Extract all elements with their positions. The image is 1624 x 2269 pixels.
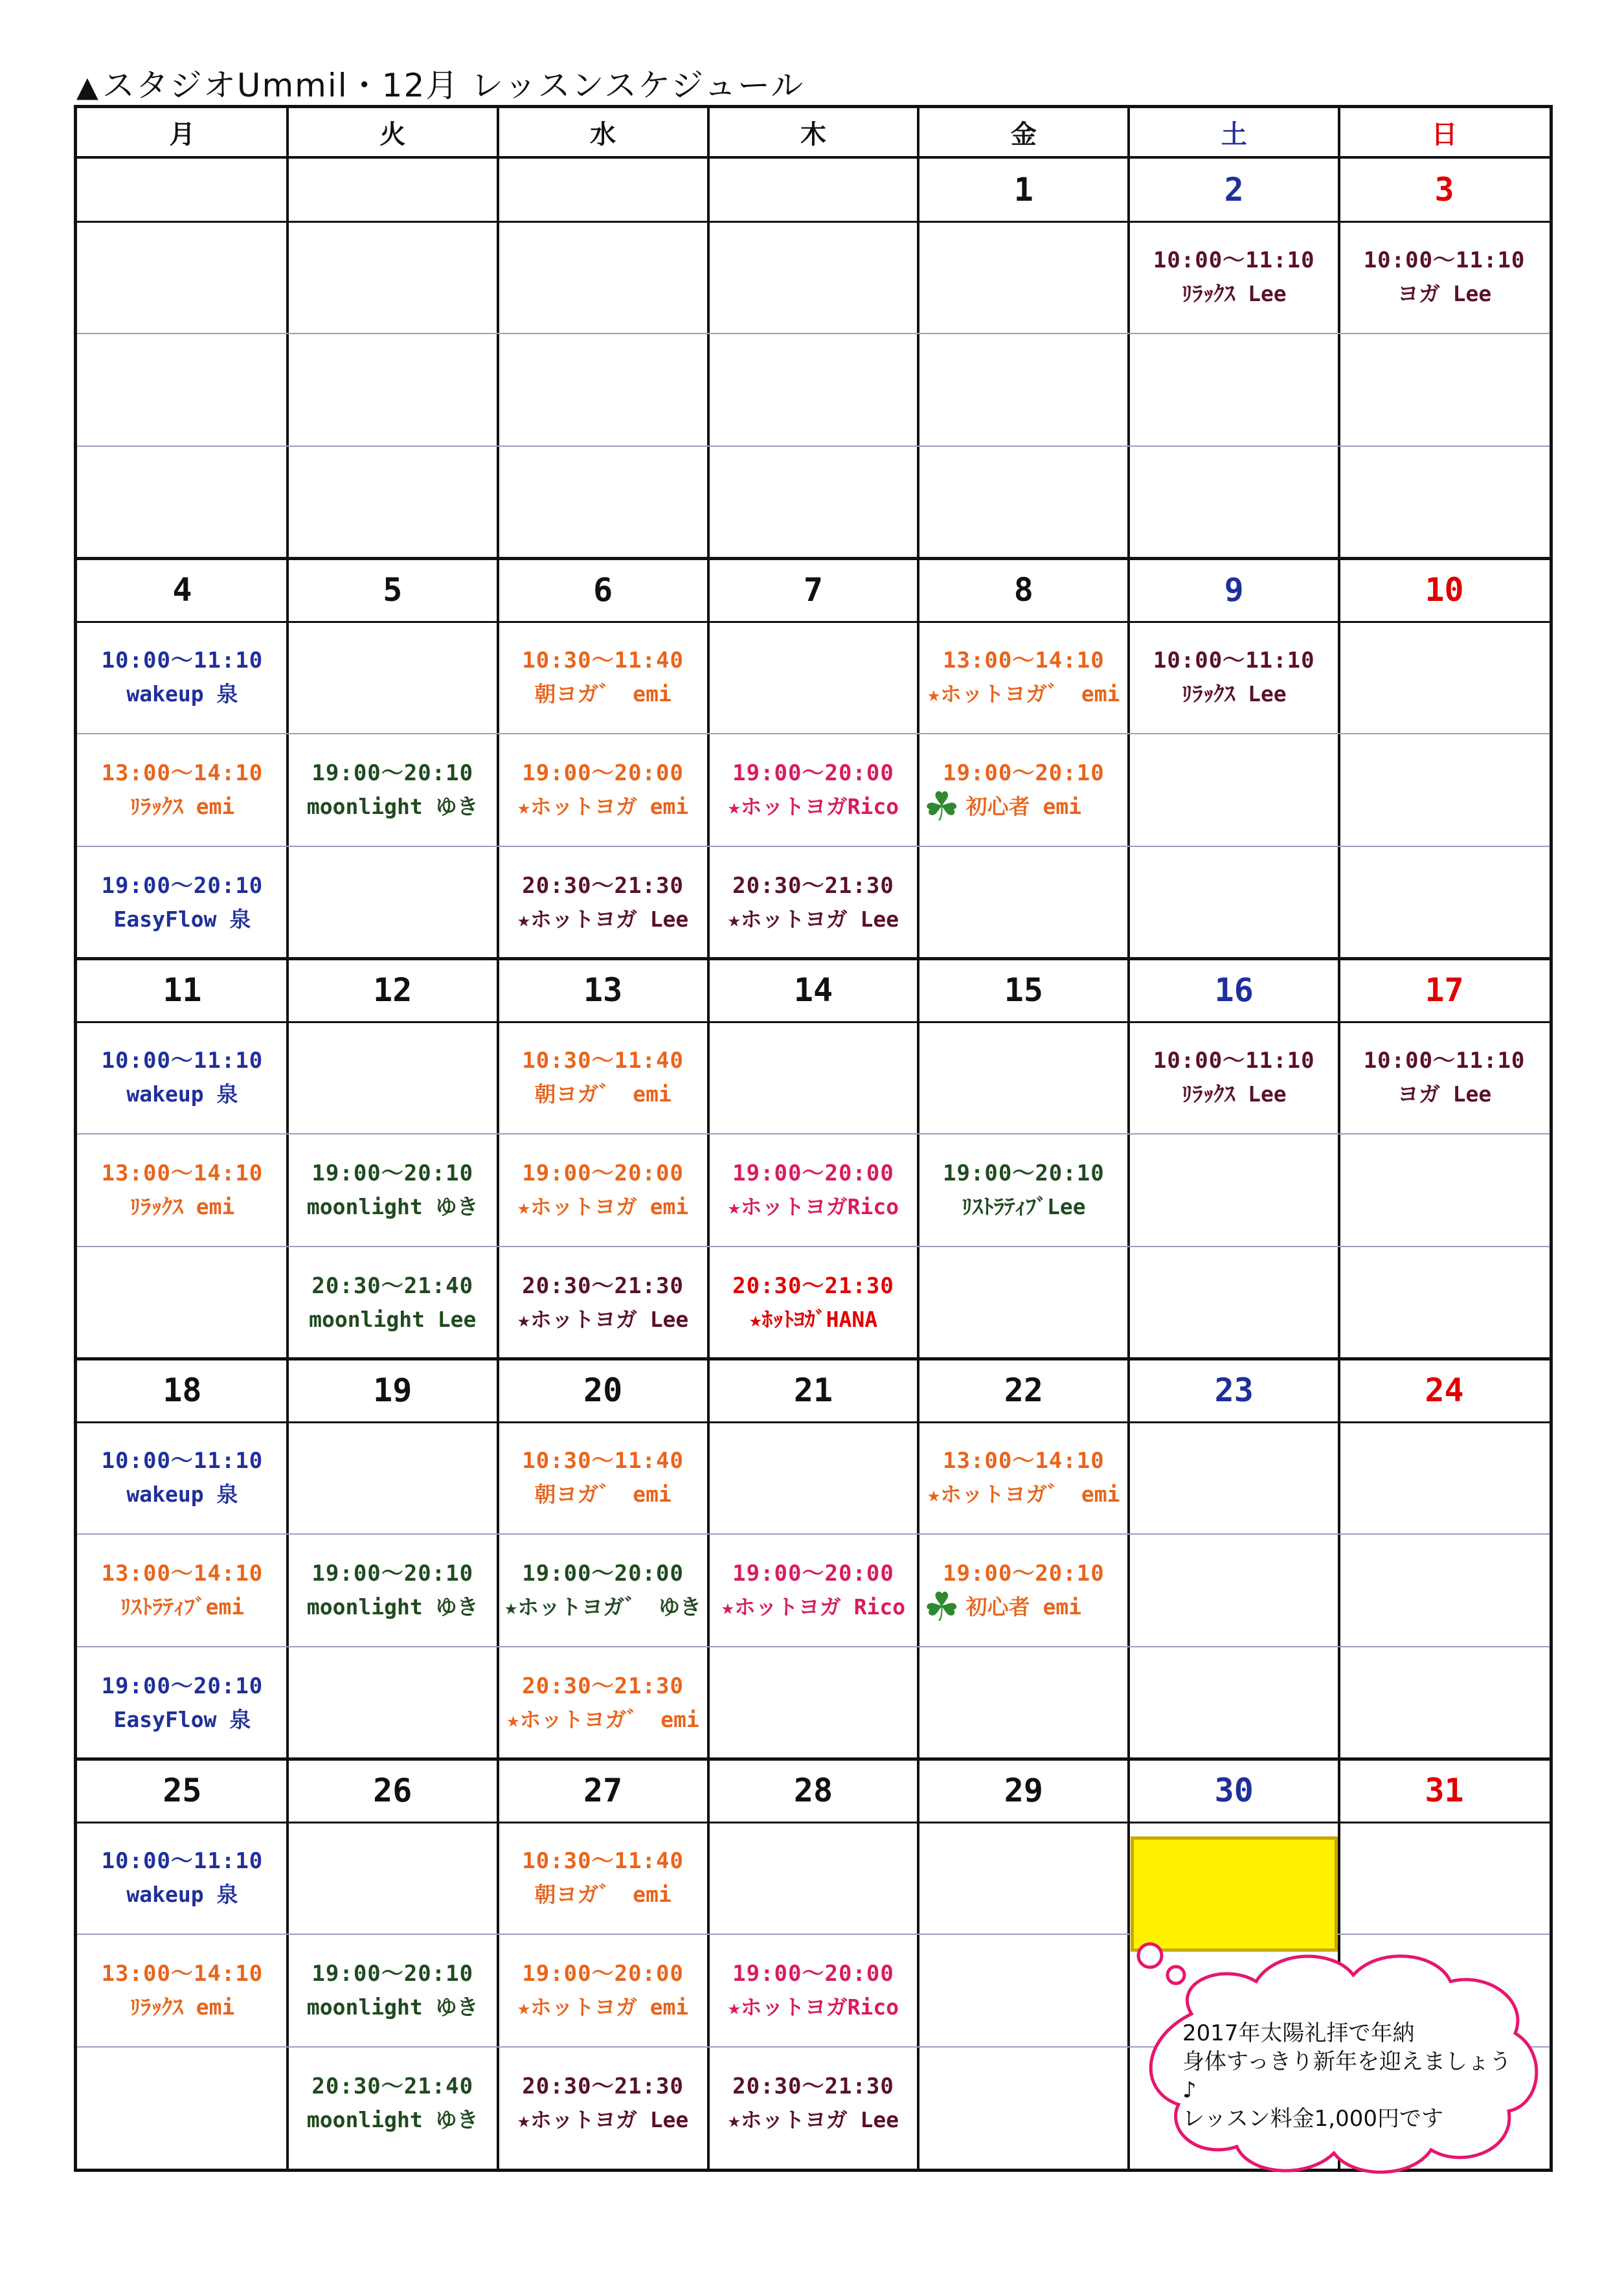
day-number: 10 [1425,571,1464,609]
lesson-name: 初心者 emi [965,1594,1082,1620]
lesson-time: 10:30〜11:40 [522,1448,684,1474]
lesson-entry [918,1421,1129,1534]
day-number [77,159,288,221]
lesson-name: moonlight ゆき [306,1194,479,1219]
lesson-name: ﾘｽﾄﾗﾃｨﾌﾞemi [120,1594,245,1620]
lesson-entry [918,1134,1129,1247]
lesson-entry [1339,1021,1550,1134]
lesson-time: 19:00〜20:10 [101,1673,264,1699]
weekday-header: 水 [498,108,708,159]
lesson-time: 20:30〜21:30 [522,873,684,899]
day-number: 30 [1214,1772,1254,1809]
lesson-name: ★ホットヨガ emi [517,1194,689,1219]
day-number: 12 [373,971,412,1009]
note-line: 身体すっきり新年を迎えましょう [1182,2049,1511,2075]
lesson-time: 20:30〜21:30 [732,1273,894,1299]
lesson-name: 初心者 emi [965,794,1082,819]
day-number: 4 [172,571,192,609]
week-row [77,559,1550,959]
note-line: レッスン料金1,000円です [1182,2106,1443,2132]
lesson-time: 19:00〜20:00 [522,760,684,786]
lesson-entry [77,846,288,959]
lesson-entry [77,1421,288,1534]
day-number: 15 [1004,971,1043,1009]
lesson-name: ★ﾎｯﾄﾖｶﾞHANA [749,1307,878,1332]
lesson-time: 19:00〜20:00 [732,1561,894,1586]
lesson-entry [498,734,708,846]
lesson-name: 朝ヨガ゛ emi [534,681,671,706]
day-number: 31 [1425,1772,1464,1809]
lesson-entry [708,1247,919,1359]
lesson-entry [708,2047,919,2160]
lesson-name: ﾘﾗｯｸｽ emi [130,794,235,819]
lesson-name: ★ホットヨガ Lee [517,907,689,932]
day-number: 5 [383,571,403,609]
lesson-time: 19:00〜20:00 [522,1561,684,1586]
lesson-entry [288,2047,498,2160]
lesson-entry [498,2047,708,2160]
lesson-entry [77,1021,288,1134]
lesson-name: wakeup 泉 [126,681,238,706]
day-number: 6 [593,571,613,609]
triangle-icon: ▲ [76,71,100,104]
lesson-time: 20:30〜21:40 [311,2073,474,2099]
day-number: 20 [583,1372,623,1409]
lesson-name: 朝ヨガ゛ emi [534,1482,671,1507]
lesson-entry [498,1822,708,1934]
lesson-time: 13:00〜14:10 [101,1561,264,1586]
lesson-entry [708,846,919,959]
lesson-time: 13:00〜14:10 [101,1160,264,1186]
lesson-time: 10:00〜11:10 [101,1448,264,1474]
lesson-time: 13:00〜14:10 [942,648,1105,673]
lesson-entry [918,621,1129,734]
lesson-name: ﾘﾗｯｸｽ Lee [1181,1081,1287,1107]
lesson-name: ★ホットヨガ Lee [727,907,899,932]
lesson-time: 20:30〜21:40 [311,1273,474,1299]
lesson-entry [498,621,708,734]
lesson-time: 10:00〜11:10 [1363,1048,1526,1074]
lesson-entry [77,1534,288,1647]
day-number: 26 [373,1772,412,1809]
clover-icon: ☘ [923,1583,960,1631]
cloud-bubble-tiny [1167,1967,1184,1983]
lesson-name: ﾘﾗｯｸｽ emi [130,1194,235,1219]
lesson-name: ﾘﾗｯｸｽ Lee [1181,281,1287,306]
lesson-time: 10:30〜11:40 [522,1048,684,1074]
lesson-time: 10:30〜11:40 [522,648,684,673]
clover-icon: ☘ [923,783,960,830]
lesson-time: 13:00〜14:10 [942,1448,1105,1474]
day-number: 3 [1434,171,1454,209]
lesson-time: 19:00〜20:10 [311,1160,474,1186]
lesson-entry [498,1647,708,1759]
lesson-time: 19:00〜20:00 [732,1160,894,1186]
day-number: 1 [1013,171,1033,209]
lesson-name: EasyFlow 泉 [113,907,251,932]
lesson-entry [498,1934,708,2047]
lesson-entry [288,1134,498,1247]
lesson-name: ﾘﾗｯｸｽ Lee [1181,681,1287,706]
lesson-name: ★ホットヨガ゛ ゆき [504,1594,701,1620]
lesson-time: 19:00〜20:10 [101,873,264,899]
lesson-entry [288,1247,498,1359]
day-number: 14 [793,971,833,1009]
lesson-time: 20:30〜21:30 [522,1273,684,1299]
week-row [77,959,1550,1359]
day-number: 8 [1013,571,1033,609]
note-line: 2017年太陽礼拝で年納 [1182,2020,1415,2046]
lesson-name: 朝ヨガ゛ emi [534,1081,671,1107]
lesson-entry [498,1021,708,1134]
lesson-time: 10:00〜11:10 [1153,247,1315,273]
lesson-name: ﾘﾗｯｸｽ emi [130,1994,235,2020]
lesson-name: ﾘｽﾄﾗﾃｨﾌﾞLee [962,1194,1086,1219]
lesson-entry [77,1934,288,2047]
day-number [708,159,919,221]
lesson-entry [77,734,288,846]
day-number: 9 [1224,571,1244,609]
lesson-time: 19:00〜20:00 [732,1961,894,1987]
lesson-time: 10:00〜11:10 [101,1048,264,1074]
day-number: 27 [583,1772,623,1809]
day-number: 17 [1425,971,1464,1009]
lesson-time: 19:00〜20:00 [732,760,894,786]
lesson-name: moonlight ゆき [306,1994,479,2020]
day-number: 28 [793,1772,833,1809]
lesson-entry [708,734,919,846]
lesson-time: 10:00〜11:10 [1153,1048,1315,1074]
lesson-time: 19:00〜20:10 [942,760,1105,786]
lesson-entry [498,1247,708,1359]
day-number: 29 [1004,1772,1043,1809]
lesson-entry [708,1534,919,1647]
lesson-name: moonlight ゆき [306,794,479,819]
lesson-time: 19:00〜20:10 [942,1160,1105,1186]
lesson-name: moonlight ゆき [306,1594,479,1620]
lesson-name: ★ホットヨガ Rico [721,1594,906,1620]
day-number: 18 [163,1372,202,1409]
lesson-entry [288,1534,498,1647]
day-number: 13 [583,971,623,1009]
lesson-name: wakeup 泉 [126,1081,238,1107]
lesson-name: 朝ヨガ゛ emi [534,1882,671,1907]
lesson-name: ★ホットヨガ゛ emi [927,1482,1120,1507]
lesson-time: 20:30〜21:30 [732,2073,894,2099]
day-number: 7 [803,571,824,609]
day-number: 16 [1214,971,1254,1009]
lesson-entry [498,1534,708,1647]
weekday-header: 土 [1129,108,1339,159]
lesson-entry [77,1134,288,1247]
lesson-entry [1129,1021,1339,1134]
day-number [498,159,708,221]
lesson-time: 10:00〜11:10 [1153,648,1315,673]
lesson-entry [1129,621,1339,734]
lesson-time: 19:00〜20:00 [522,1160,684,1186]
lesson-name: ヨガ Lee [1397,281,1492,306]
slot-divider [77,446,1550,447]
lesson-time: 19:00〜20:00 [522,1961,684,1987]
lesson-time: 10:00〜11:10 [101,648,264,673]
lesson-time: 13:00〜14:10 [101,760,264,786]
lesson-entry [498,846,708,959]
lesson-time: 20:30〜21:30 [732,873,894,899]
cloud-bubble-small [1138,1944,1162,1967]
weekday-header: 日 [1339,108,1550,159]
lesson-entry [708,1134,919,1247]
week-row [77,159,1550,559]
day-number: 25 [163,1772,202,1809]
page-title [76,60,804,106]
week-row [77,1359,1550,1759]
lesson-entry [498,1421,708,1534]
note-line: ♪ [1182,2077,1197,2103]
day-number [288,159,498,221]
cloud-note [1182,2019,1511,2133]
day-number: 2 [1224,171,1244,209]
day-number: 24 [1425,1372,1464,1409]
lesson-name: ★ホットヨガ゛ emi [927,681,1120,706]
weekday-header: 金 [918,108,1129,159]
lesson-time: 19:00〜20:10 [942,1561,1105,1586]
lesson-name: ★ホットヨガRico [727,1194,899,1219]
lesson-name: ★ホットヨガ Lee [727,2107,899,2132]
lesson-name: ★ホットヨガ Lee [517,2107,689,2132]
lesson-entry [288,734,498,846]
weekday-header: 木 [708,108,919,159]
lesson-name: ★ホットヨガRico [727,794,899,819]
lesson-name: ★ホットヨガ Lee [517,1307,689,1332]
lesson-entry [1339,221,1550,333]
lesson-time: 19:00〜20:10 [311,1961,474,1987]
weekday-header: 火 [288,108,498,159]
lesson-time: 13:00〜14:10 [101,1961,264,1987]
lesson-entry [1129,221,1339,333]
lesson-entry [77,1822,288,1934]
highlight-box [1131,1836,1338,1952]
day-number: 22 [1004,1372,1043,1409]
lesson-time: 10:00〜11:10 [1363,247,1526,273]
day-number: 21 [793,1372,833,1409]
lesson-entry [498,1134,708,1247]
lesson-entry [77,1647,288,1759]
lesson-time: 20:30〜21:30 [522,2073,684,2099]
lesson-time: 19:00〜20:10 [311,760,474,786]
lesson-name: ★ホットヨガ emi [517,1994,689,2020]
lesson-time: 10:00〜11:10 [101,1848,264,1874]
lesson-entry [288,1934,498,2047]
lesson-name: wakeup 泉 [126,1482,238,1507]
lesson-time: 19:00〜20:10 [311,1561,474,1586]
lesson-name: EasyFlow 泉 [113,1707,251,1732]
lesson-entry [708,1934,919,2047]
lesson-time: 20:30〜21:30 [522,1673,684,1699]
lesson-name: moonlight Lee [309,1307,477,1332]
lesson-name: ★ホットヨガ emi [517,794,689,819]
lesson-name: moonlight ゆき [306,2107,479,2132]
lesson-name: ★ホットヨガRico [727,1994,899,2020]
lesson-time: 10:30〜11:40 [522,1848,684,1874]
day-number: 11 [163,971,202,1009]
lesson-name: ヨガ Lee [1397,1081,1492,1107]
day-number: 19 [373,1372,412,1409]
title-text: スタジオUmmil・12月 レッスンスケジュール [102,67,805,104]
lesson-entry [77,621,288,734]
weekday-header: 月 [77,108,288,159]
lesson-name: wakeup 泉 [126,1882,238,1907]
day-number: 23 [1214,1372,1254,1409]
lesson-name: ★ホットヨガ゛ emi [506,1707,699,1732]
